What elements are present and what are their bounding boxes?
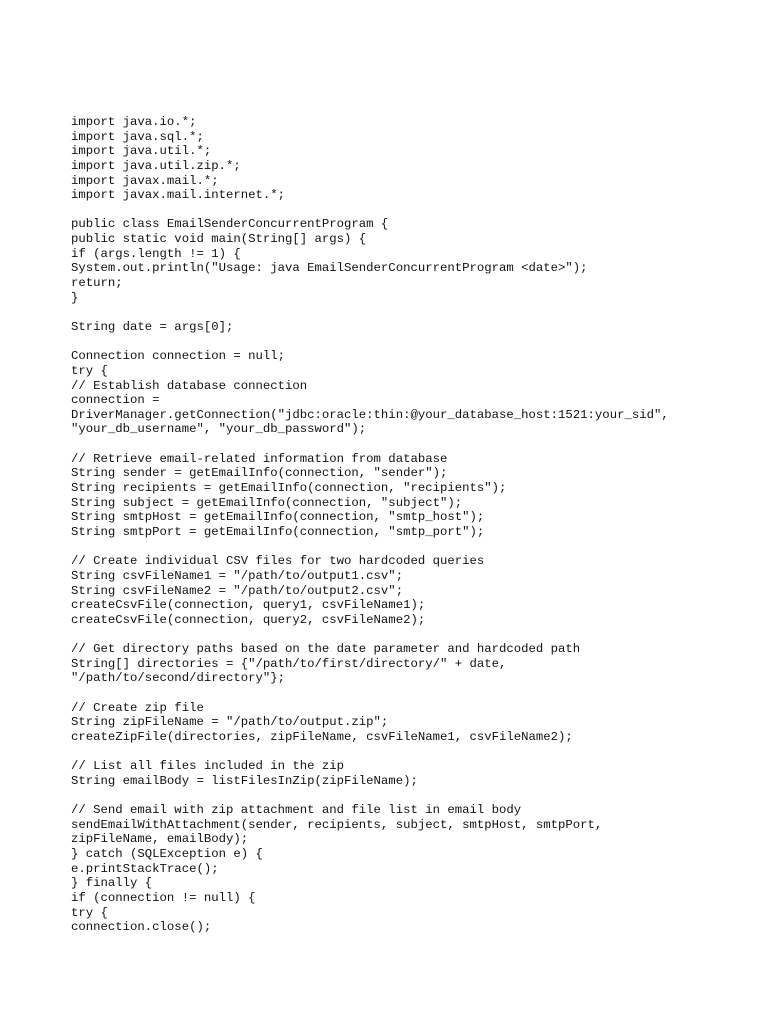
code-line: sendEmailWithAttachment(sender, recipients, subject, smtpHost, smtpPort,: [71, 817, 603, 832]
code-line: import javax.mail.*;: [71, 173, 219, 188]
code-line: }: [71, 290, 79, 305]
code-line: // List all files included in the zip: [71, 759, 345, 774]
code-line: String date = args[0];: [71, 319, 234, 334]
code-line: String smtpPort = getEmailInfo(connection, "smtp_port");: [71, 524, 485, 539]
code-line: import java.util.*;: [71, 144, 212, 159]
code-line: String sender = getEmailInfo(connection, "sender");: [71, 466, 448, 481]
blank-line: [71, 335, 751, 350]
code-line: zipFileName, emailBody);: [71, 832, 249, 847]
blank-line: [71, 788, 751, 803]
code-listing: [71, 115, 751, 935]
code-line: DriverManager.getConnection("jdbc:oracle:thin:@your_database_host:1521:your_sid",: [71, 407, 669, 422]
code-line: String csvFileName2 = "/path/to/output2.csv";: [71, 583, 404, 598]
code-line: // Create zip file: [71, 700, 204, 715]
blank-line: [71, 540, 751, 555]
code-line: // Get directory paths based on the date parameter and hardcoded path: [71, 642, 581, 657]
blank-line: [71, 305, 751, 320]
blank-line: [71, 203, 751, 218]
code-line: String smtpHost = getEmailInfo(connection, "smtp_host");: [71, 510, 485, 525]
code-line: "your_db_username", "your_db_password");: [71, 422, 367, 437]
code-line: String subject = getEmailInfo(connection, "subject");: [71, 495, 463, 510]
blank-line: [71, 627, 751, 642]
code-line: import javax.mail.internet.*;: [71, 188, 286, 203]
code-line: try {: [71, 363, 108, 378]
code-line: "/path/to/second/directory"};: [71, 671, 286, 686]
blank-line: [71, 686, 751, 701]
code-line: // Establish database connection: [71, 378, 308, 393]
code-line: } finally {: [71, 876, 153, 891]
code-line: if (connection != null) {: [71, 890, 256, 905]
blank-line: [71, 745, 751, 760]
code-line: connection =: [71, 393, 160, 408]
code-line: if (args.length != 1) {: [71, 246, 241, 261]
code-line: return;: [71, 276, 123, 291]
code-line: public class EmailSenderConcurrentProgram {: [71, 217, 389, 232]
code-line: import java.sql.*;: [71, 129, 204, 144]
code-line: // Create individual CSV files for two hardcoded queries: [71, 554, 485, 569]
code-line: createCsvFile(connection, query2, csvFileName2);: [71, 612, 426, 627]
code-line: createZipFile(directories, zipFileName, csvFileName1, csvFileName2);: [71, 729, 573, 744]
code-line: System.out.println("Usage: java EmailSenderConcurrentProgram <date>");: [71, 261, 588, 276]
code-line: } catch (SQLException e) {: [71, 847, 263, 862]
code-line: String[] directories = {"/path/to/first/directory/" + date,: [71, 656, 507, 671]
code-line: try {: [71, 905, 108, 920]
code-line: String emailBody = listFilesInZip(zipFileName);: [71, 773, 418, 788]
code-line: connection.close();: [71, 920, 212, 935]
code-line: import java.io.*;: [71, 115, 197, 129]
code-line: // Retrieve email-related information from database: [71, 451, 448, 466]
code-line: import java.util.zip.*;: [71, 158, 241, 173]
code-line: String zipFileName = "/path/to/output.zip";: [71, 715, 389, 730]
code-line: createCsvFile(connection, query1, csvFileName1);: [71, 598, 426, 613]
code-line: public static void main(String[] args) {: [71, 232, 367, 247]
blank-line: [71, 437, 751, 452]
code-line: Connection connection = null;: [71, 349, 286, 364]
code-line: String recipients = getEmailInfo(connection, "recipients");: [71, 481, 507, 496]
code-line: String csvFileName1 = "/path/to/output1.csv";: [71, 568, 404, 583]
code-line: e.printStackTrace();: [71, 861, 219, 876]
code-line: // Send email with zip attachment and file list in email body: [71, 803, 522, 818]
